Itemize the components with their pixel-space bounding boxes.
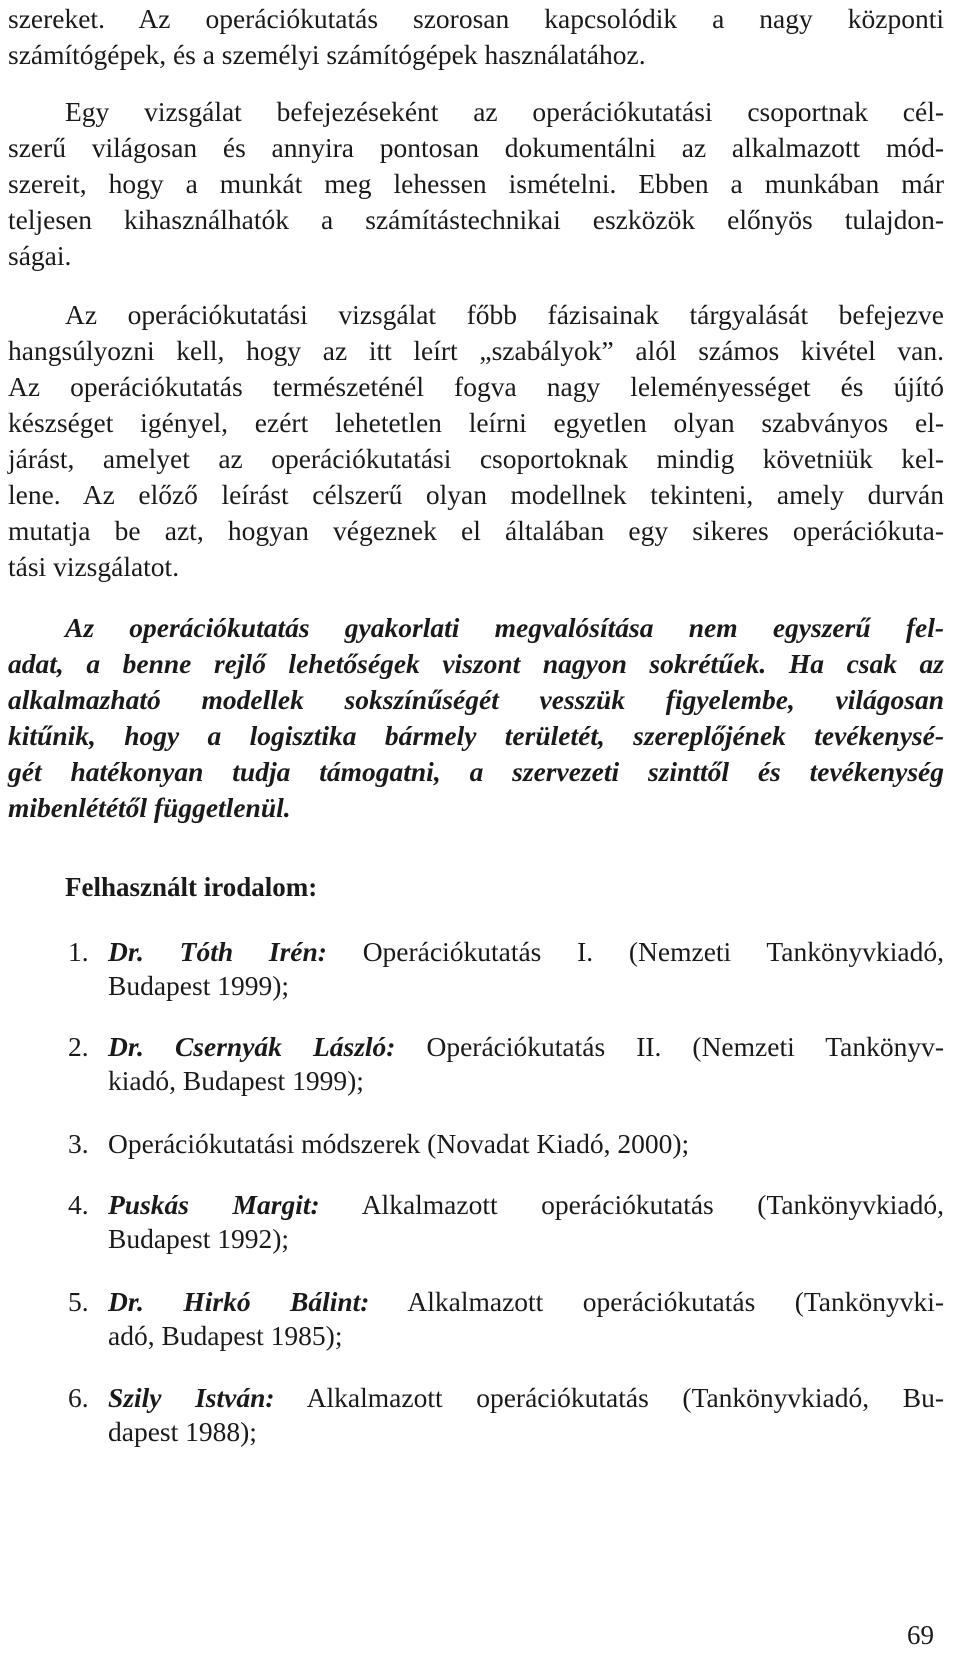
reference-author: Dr. Hirkó Bálint: (108, 1286, 370, 1317)
reference-number: 5. (68, 1286, 89, 1317)
body-line: mutatja be azt, hogyan végeznek el általában egy sikeres operációkuta- (8, 515, 944, 546)
body-line: szereket. Az operációkutatás szorosan kapcsolódik a nagy központi (8, 3, 944, 34)
document-page (8, 0, 948, 1661)
reference-number: 6. (68, 1382, 89, 1413)
reference-author: Dr. Tóth Irén: (108, 936, 327, 967)
body-line: járást, amelyet az operációkutatási csoportoknak mindig követniük kel- (8, 443, 944, 474)
body-line: Az operációkutatási vizsgálat főbb fázisainak tárgyalását befejezve (65, 299, 944, 330)
reference-title: Alkalmazott operációkutatás (Tankönyvki- (369, 1286, 944, 1317)
reference-continuation: Budapest 1992); (108, 1223, 290, 1254)
reference-continuation: adó, Budapest 1985); (108, 1320, 343, 1351)
references-heading: Felhasznált irodalom: (65, 872, 318, 902)
reference-continuation: dapest 1988); (108, 1416, 257, 1447)
reference-continuation: kiadó, Budapest 1999); (108, 1065, 364, 1096)
reference-title: Alkalmazott operációkutatás (Tankönyvkiadó, (319, 1189, 945, 1220)
body-line: Egy vizsgálat befejezéseként az operációkutatási csoportnak cél- (65, 96, 944, 127)
body-line: Az operációkutatás természeténél fogva nagy leleményességet és újító (8, 371, 944, 402)
reference-title: Alkalmazott operációkutatás (Tankönyvkiadó, Bu- (274, 1382, 944, 1413)
reference-number: 1. (68, 936, 89, 967)
emphasis-line: kitűnik, hogy a logisztika bármely területét, szereplőjének tevékenysé- (8, 720, 944, 751)
emphasis-line: gét hatékonyan tudja támogatni, a szervezeti szinttől és tevékenység (8, 756, 944, 787)
body-line: szerű világosan és annyira pontosan dokumentálni az alkalmazott mód- (8, 132, 944, 163)
body-line: teljesen kihasználhatók a számítástechnikai eszközök előnyös tulajdon- (8, 204, 944, 235)
body-line: számítógépek, és a személyi számítógépek használatához. (8, 39, 646, 70)
reference-number: 2. (68, 1031, 89, 1062)
emphasis-line: alkalmazható modellek sokszínűségét vesszük figyelembe, világosan (8, 684, 944, 715)
reference-author: Dr. Csernyák László: (108, 1031, 396, 1062)
body-line: hangsúlyozni kell, hogy az itt leírt „szabályok” alól számos kivétel van. (8, 335, 944, 366)
body-line: szereit, hogy a munkát meg lehessen ismételni. Ebben a munkában már (8, 168, 944, 199)
emphasis-line: adat, a benne rejlő lehetőségek viszont nagyon sokrétűek. Ha csak az (8, 648, 944, 679)
reference-number: 4. (68, 1189, 89, 1220)
body-line: készséget igényel, ezért lehetetlen leírni egyetlen olyan szabványos el- (8, 407, 944, 438)
reference-title: Operációkutatás II. (Nemzeti Tankönyv- (395, 1031, 944, 1062)
reference-author: Szily István: (108, 1382, 275, 1413)
reference-number: 3. (68, 1128, 89, 1159)
reference-title: Operációkutatás I. (Nemzeti Tankönyvkiadó, (326, 936, 944, 967)
reference-title: Operációkutatási módszerek (Novadat Kiadó, 2000); (108, 1128, 690, 1159)
emphasis-line: Az operációkutatás gyakorlati megvalósítása nem egyszerű fel- (65, 612, 944, 643)
reference-continuation: Budapest 1999); (108, 970, 290, 1001)
reference-author: Puskás Margit: (108, 1189, 320, 1220)
body-line: tási vizsgálatot. (8, 551, 180, 582)
body-line: lene. Az előző leírást célszerű olyan modellnek tekinteni, amely durván (8, 479, 944, 510)
page-number: 69 (907, 1620, 934, 1650)
body-line: ságai. (8, 240, 72, 271)
emphasis-line: mibenlététől függetlenül. (8, 792, 291, 823)
